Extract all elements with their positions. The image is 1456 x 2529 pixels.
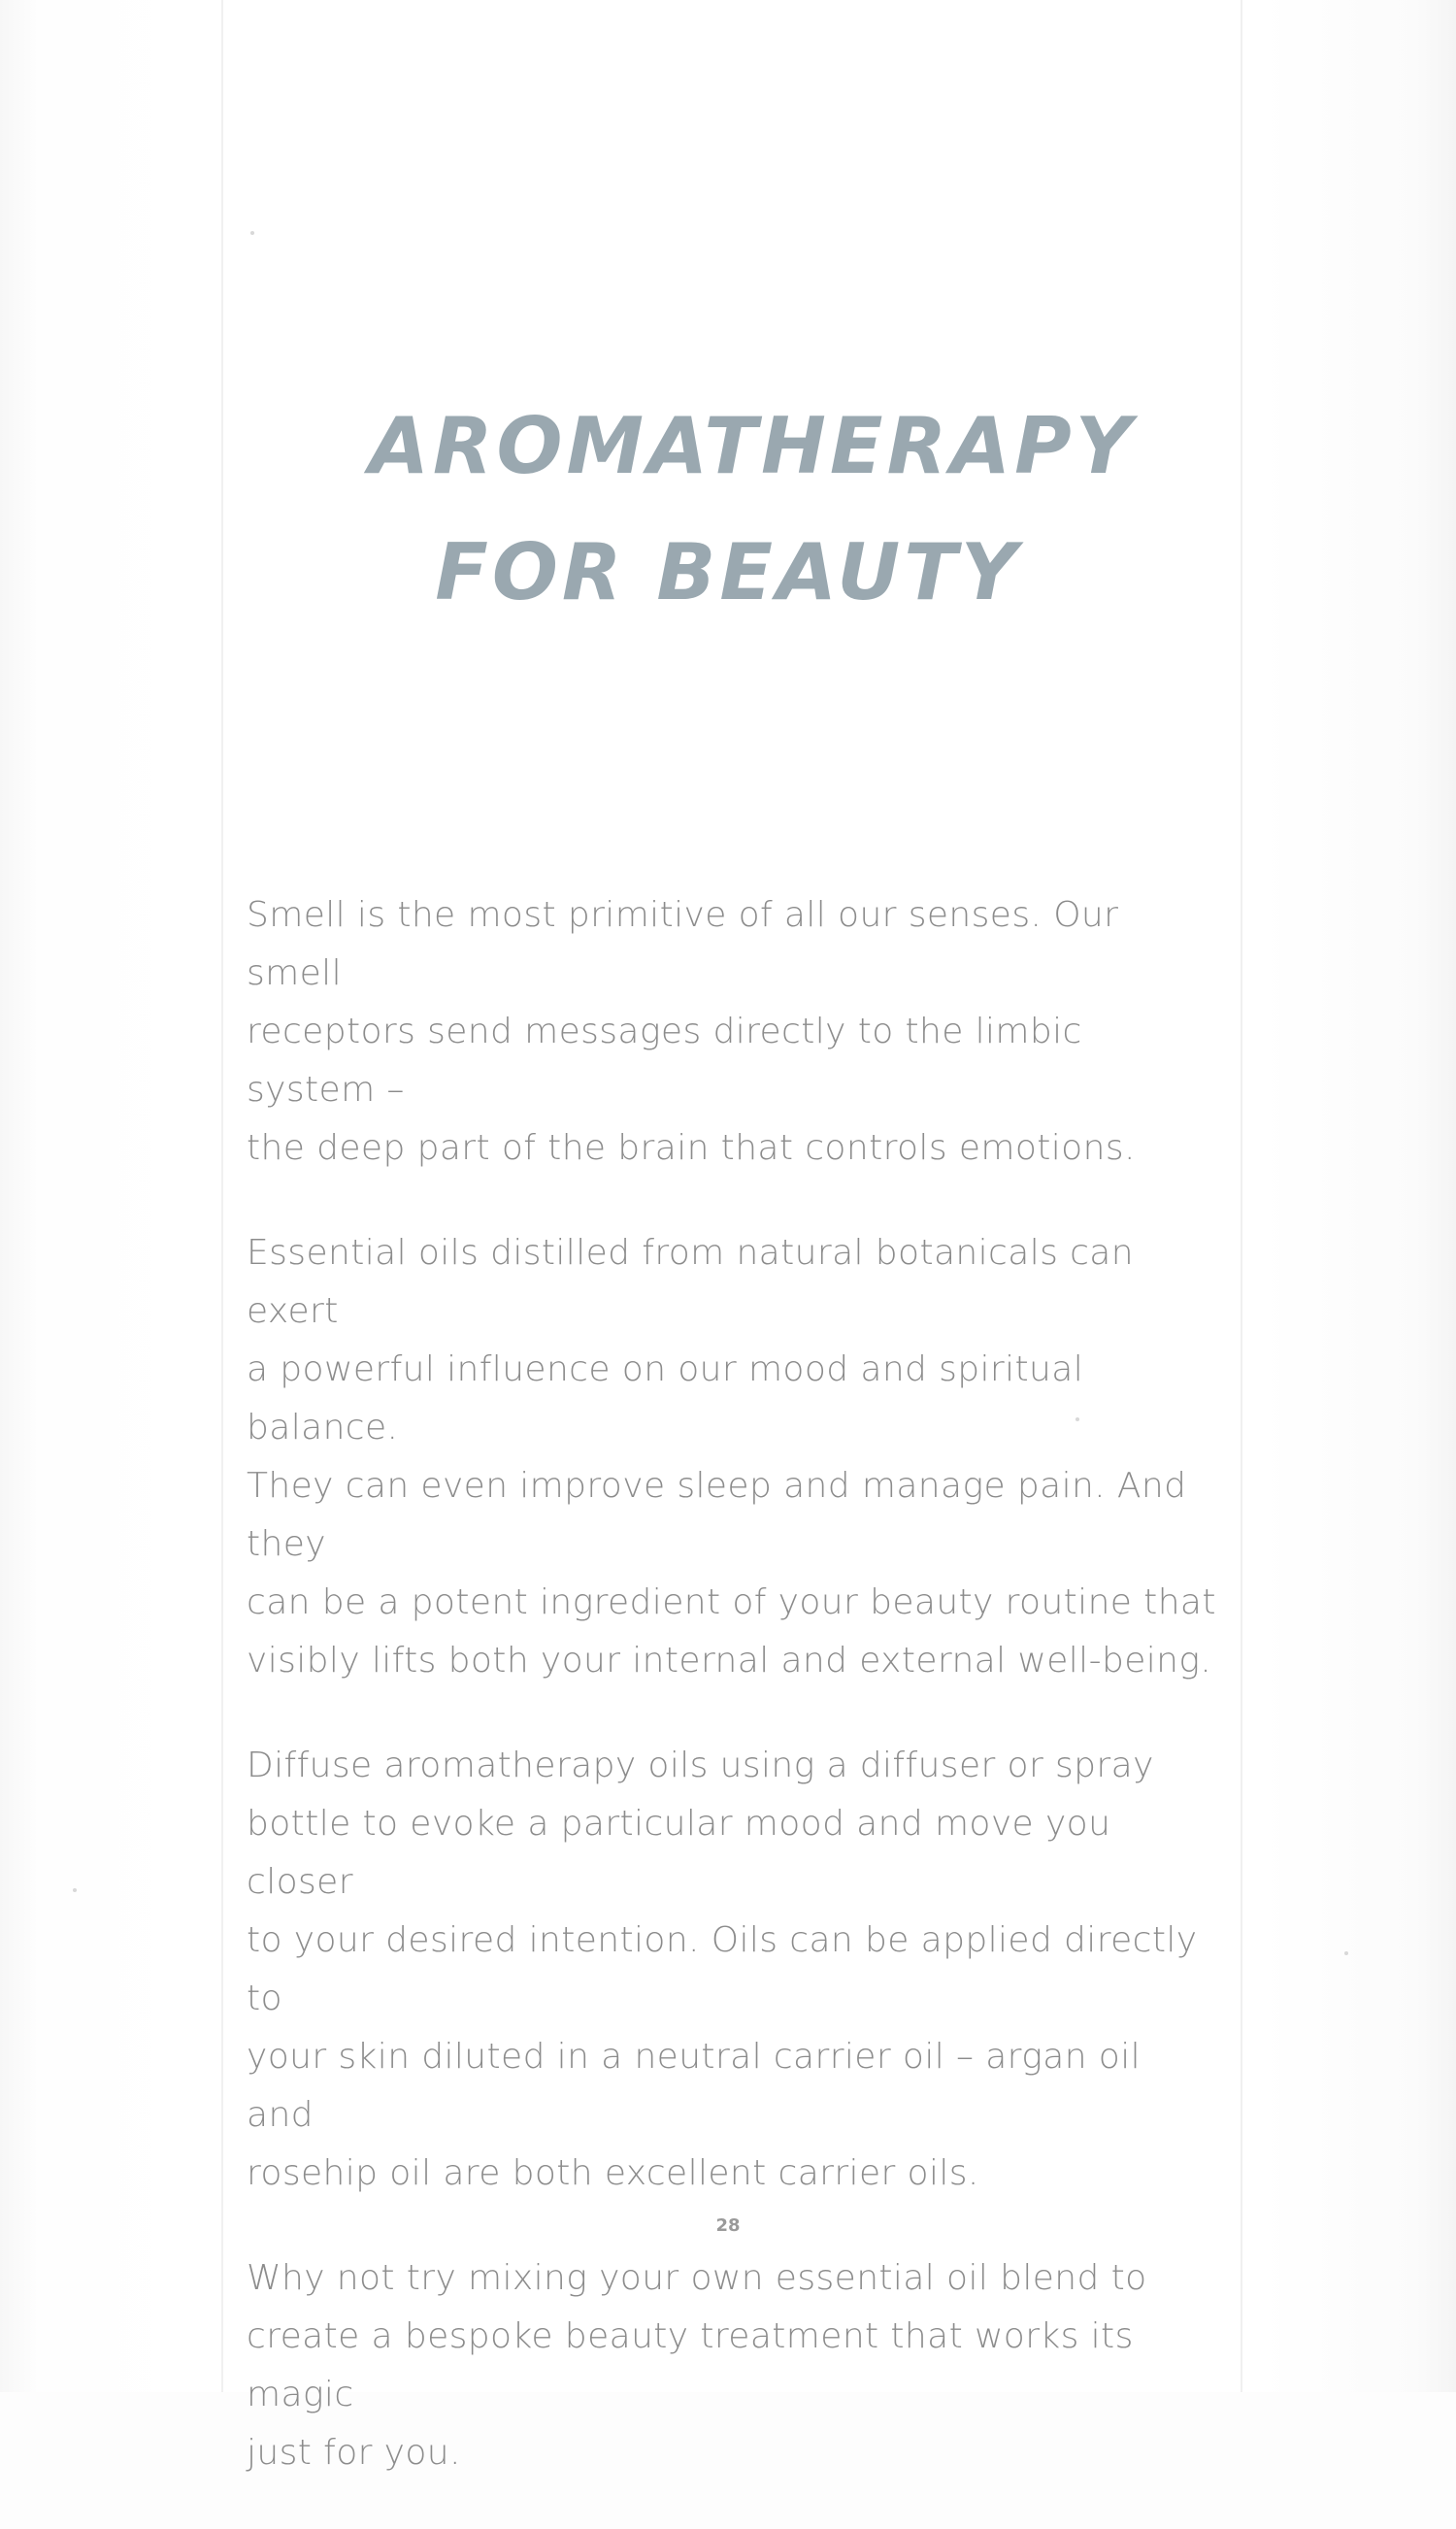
body-text — [247, 886, 1217, 2529]
page-fold-line — [221, 0, 223, 2392]
paragraph-3: Diffuse aromatherapy oils using a diffuser or spray bottle to evoke a particular mood and move you closer to your desired intention. Oils can be applied directly to your skin diluted in a neutral carrier oil – argan oil and rosehip oil are both excellent carrier oils. — [247, 1746, 1198, 2193]
page-number: 28 — [715, 2215, 741, 2236]
page-fold-line — [1241, 0, 1242, 2392]
scan-speck — [250, 231, 254, 235]
paragraph-4: Why not try mixing your own essential oil blend to create a bespoke beauty treatment that works its magic just for you. — [247, 2258, 1147, 2473]
paragraph-2: Essential oils distilled from natural botanicals can exert a powerful influence on our mood and spiritual balance. They can even improve sleep and manage pain. And they can be a potent ingredient of your beauty routine that visibly lifts both your internal and external well-being. — [247, 1233, 1216, 1680]
scan-speck — [73, 1888, 77, 1892]
page-title-line-2: FOR BEAUTY — [435, 527, 1021, 617]
page-title-line-1: AROMATHERAPY — [369, 401, 1136, 491]
scan-speck — [1075, 1417, 1079, 1421]
paragraph-1: Smell is the most primitive of all our senses. Our smell receptors send messages directly to the limbic system – the deep part of the brain that controls emotions. — [247, 895, 1136, 1168]
scan-speck — [1344, 1951, 1348, 1955]
